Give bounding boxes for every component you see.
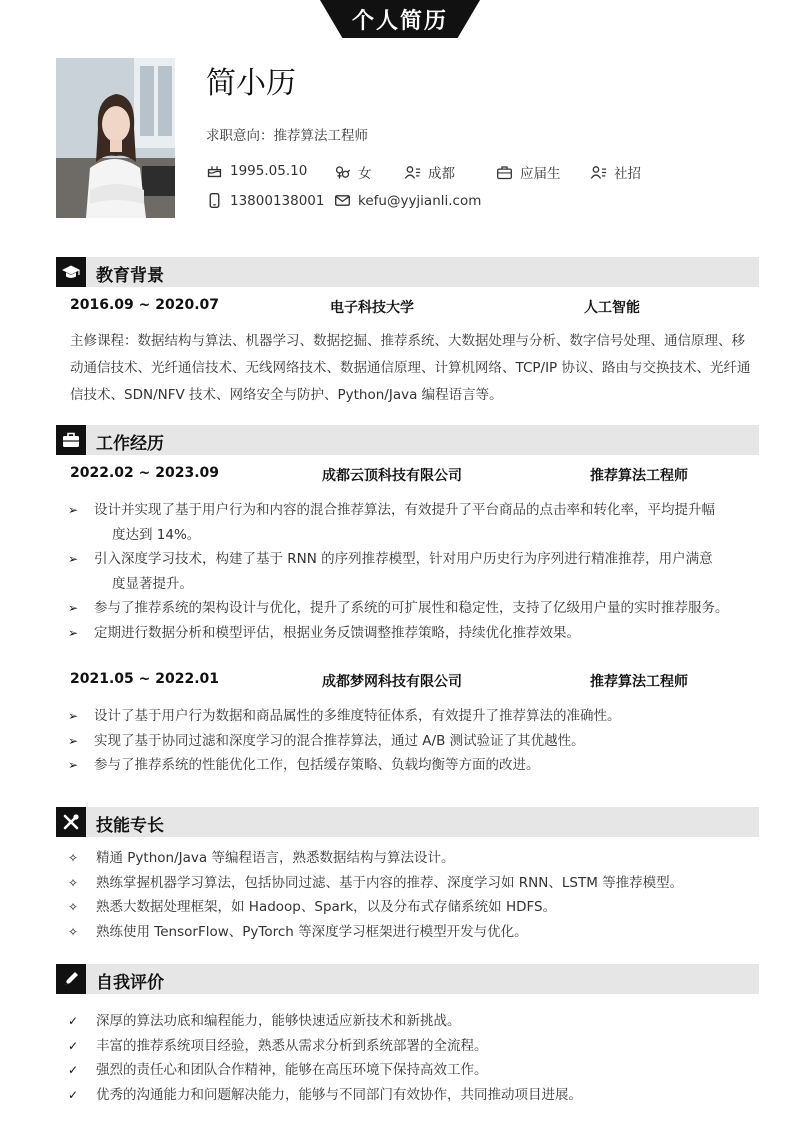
mail-icon: [334, 192, 351, 209]
job-duties: [68, 498, 758, 645]
job-role: 推荐算法工程师: [590, 674, 688, 690]
gender-icon: [334, 164, 351, 181]
location-info: [404, 162, 455, 182]
tools-icon: [61, 812, 81, 832]
cake-icon: [206, 162, 223, 179]
school-name: 电子科技大学: [330, 300, 414, 316]
profile-photo: [56, 58, 175, 218]
major-name: 人工智能: [584, 300, 640, 316]
recruit-info: [590, 162, 641, 182]
list-item: ✧ 熟悉大数据处理框架，如 Hadoop、Spark，以及分布式存储系统如 HDFS。: [68, 899, 557, 915]
gender: 女: [358, 166, 372, 182]
job-row: [70, 465, 750, 485]
evaluation-header: [56, 964, 759, 994]
recruit-type: 社招: [614, 166, 641, 182]
job-intent: 求职意向：推荐算法工程师: [206, 128, 368, 144]
company-name: 成都梦网科技有限公司: [322, 674, 462, 690]
phone-info: [206, 192, 324, 209]
skills-header: [56, 807, 759, 837]
list-item: ✓ 丰富的推荐系统项目经验，熟悉从需求分析到系统部署的全流程。: [68, 1037, 488, 1054]
education-title: 教育背景: [96, 266, 164, 286]
birth-info: [206, 162, 307, 179]
work-title: 工作经历: [96, 434, 164, 454]
briefcase-icon: [61, 430, 81, 450]
location: 成都: [428, 166, 455, 182]
skills-title: 技能专长: [96, 816, 164, 836]
list-item: ✓ 深厚的算法功底和编程能力，能够快速适应新技术和新挑战。: [68, 1013, 461, 1029]
list-item: ➢ 实现了基于协同过滤和深度学习的混合推荐算法，通过 A/B 测试验证了其优越性。: [68, 732, 585, 749]
candidate-status: 应届生: [520, 166, 561, 182]
job-period: 2022.02 ~ 2023.09: [70, 465, 220, 481]
job-period: 2021.05 ~ 2022.01: [70, 671, 220, 687]
work-header: [56, 425, 759, 455]
candidate-name: 简小历: [206, 66, 296, 101]
list-item: ✓ 强烈的责任心和团队合作精神，能够在高压环境下保持高效工作。: [68, 1062, 488, 1078]
status-info: [496, 162, 561, 182]
job-duties: [68, 704, 758, 778]
evaluation-list: [68, 1009, 758, 1107]
education-header: [56, 257, 759, 287]
courses-text: 主修课程：数据结构与算法、机器学习、数据挖掘、推荐系统、大数据处理与分析、数字信号处理、通信原理、移动通信技术、光纤通信技术、无线网络技术、数据通信原理、计算机网络、TCP/IP 协议、路由与交换技术、光纤通信技术、SDN/NFV 技术、网络安全与防护、Python/Java 编程语言等。: [70, 333, 751, 403]
graduation-cap-icon: [61, 262, 81, 282]
list-item: ➢ 设计并实现了基于用户行为和内容的混合推荐算法，有效提升了平台商品的点击率和转化率，平均提升幅 度达到 14%。: [68, 502, 715, 543]
company-name: 成都云顶科技有限公司: [322, 468, 462, 484]
job-row: [70, 671, 750, 691]
job-role: 推荐算法工程师: [590, 468, 688, 484]
gender-info: [334, 162, 372, 182]
list-item: ✧ 熟练使用 TensorFlow、PyTorch 等深度学习框架进行模型开发与优化。: [68, 923, 528, 940]
list-item: ✧ 精通 Python/Java 等编程语言，熟悉数据结构与算法设计。: [68, 850, 455, 866]
phone-icon: [206, 192, 223, 209]
phone-number: 13800138001: [230, 192, 325, 209]
list-item: ➢ 设计了基于用户行为数据和商品属性的多维度特征体系，有效提升了推荐算法的准确性。: [68, 708, 621, 724]
resume-title: 个人简历: [351, 9, 448, 34]
list-item: ➢ 定期进行数据分析和模型评估，根据业务反馈调整推荐策略，持续优化推荐效果。: [68, 624, 580, 641]
list-item: ➢ 引入深度学习技术，构建了基于 RNN 的序列推荐模型，针对用户历史行为序列进行精准推荐，用户满意 度显著提升。: [68, 551, 713, 592]
pen-icon: [61, 969, 81, 989]
list-item: ➢ 参与了推荐系统的架构设计与优化，提升了系统的可扩展性和稳定性，支持了亿级用户量的实时推荐服务。: [68, 600, 729, 616]
list-item: ✧ 熟练掌握机器学习算法，包括协同过滤、基于内容的推荐、深度学习如 RNN、LSTM 等推荐模型。: [68, 874, 684, 891]
email-address: kefu@yyjianli.com: [358, 192, 482, 209]
person-icon: [404, 164, 421, 181]
list-item: ✓ 优秀的沟通能力和问题解决能力，能够与不同部门有效协作，共同推动项目进展。: [68, 1086, 582, 1103]
list-item: ➢ 参与了推荐系统的性能优化工作，包括缓存策略、负载均衡等方面的改进。: [68, 757, 540, 773]
education-row: [70, 297, 750, 317]
birth-date: 1995.05.10: [230, 162, 308, 179]
skills-list: [68, 846, 758, 944]
person-list-icon: [590, 164, 607, 181]
briefcase-icon: [496, 164, 513, 181]
education-period: 2016.09 ~ 2020.07: [70, 297, 220, 313]
email-info: [334, 192, 481, 209]
evaluation-title: 自我评价: [96, 973, 164, 993]
